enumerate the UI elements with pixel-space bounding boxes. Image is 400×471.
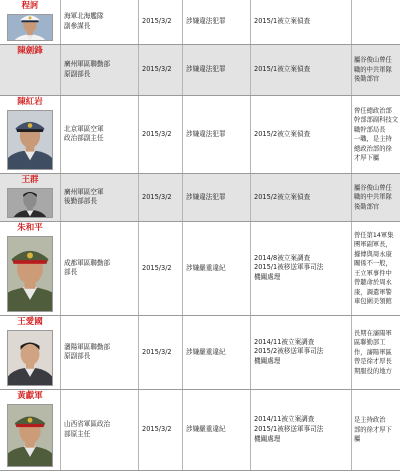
table-row <box>0 316 400 390</box>
note-cell <box>352 174 400 221</box>
official-photo <box>7 330 53 386</box>
date-cell <box>139 222 183 315</box>
charge-cell <box>183 45 251 95</box>
person-cell <box>0 96 61 173</box>
official-name: 程訶 <box>21 1 39 11</box>
charge-cell-text: 涉嫌違法犯罪 <box>186 17 226 26</box>
official-photo <box>7 404 53 467</box>
position-cell-text: 成都軍區聯勤部 部長 <box>64 258 111 277</box>
process-cell <box>251 96 352 173</box>
official-name: 朱和平 <box>17 223 43 233</box>
charge-cell <box>183 0 251 44</box>
process-cell-text: 2014/8被立案調查 2015/1被移送軍事司法 機關處理 <box>254 253 324 282</box>
date-cell-text: 2015/3/2 <box>142 192 172 201</box>
position-cell <box>61 390 139 470</box>
note-cell-text: 屬谷俊山曾任 職的中共軍隊 後勤部官 <box>354 184 392 211</box>
position-cell <box>61 174 139 221</box>
position-cell-text: 廣州軍區空軍 後勤部部長 <box>64 187 104 206</box>
charge-cell-text: 涉嫌違法犯罪 <box>186 192 226 201</box>
date-cell-text: 2015/3/2 <box>142 65 172 74</box>
note-cell <box>352 0 400 44</box>
note-cell-text: 屬谷俊山曾任 職的中共軍隊 後勤部官 <box>354 56 392 83</box>
charge-cell-text: 涉嫌違法犯罪 <box>186 65 226 74</box>
charge-cell <box>183 222 251 315</box>
note-cell <box>352 96 400 173</box>
process-cell-text: 2015/2被立案偵查 <box>254 192 311 201</box>
process-cell-text: 2015/1被立案偵查 <box>254 17 311 26</box>
note-cell <box>352 222 400 315</box>
position-cell-text: 廣州軍區聯勤部 原副部長 <box>64 60 111 78</box>
person-cell <box>0 0 61 44</box>
date-cell <box>139 390 183 470</box>
official-name: 陳紅岩 <box>17 97 43 107</box>
date-cell <box>139 316 183 389</box>
date-cell-text: 2015/3/2 <box>142 263 172 272</box>
date-cell <box>139 96 183 173</box>
note-cell-text: 曾任第14軍集 團軍副軍長， 據傳與周永康 關係不一般， 王立軍事件中 曾聽命於周永 康，調遣軍警 車包圍美領館 <box>354 231 394 306</box>
note-cell-text: 是主持政治 部的徐才厚下 屬 <box>354 416 392 443</box>
date-cell <box>139 0 183 44</box>
official-name: 王群 <box>21 175 39 185</box>
position-cell <box>61 96 139 173</box>
charge-cell <box>183 316 251 389</box>
note-cell-text: 曾任總政治部 幹部部副科技文 職幹部局長 一職，是主持 總政治部的徐 才厚下屬 <box>354 106 399 162</box>
person-cell <box>0 174 61 221</box>
note-cell-text: 長期在瀋陽軍 區聯勤部工 作，瀋陽軍區 曾是徐才厚長 期服役的地方 <box>354 329 392 375</box>
table-row <box>0 174 400 222</box>
position-cell <box>61 316 139 389</box>
process-cell <box>251 174 352 221</box>
person-cell <box>0 45 61 95</box>
position-cell-text: 山西省軍區政治 部原主任 <box>64 420 111 438</box>
official-photo <box>7 188 53 218</box>
charge-cell <box>183 96 251 173</box>
date-cell <box>139 174 183 221</box>
position-cell-text: 海軍北海艦隊 副參謀長 <box>64 12 104 30</box>
person-cell <box>0 316 61 389</box>
process-cell-text: 2014/11被立案調查 2015/1被移送軍事司法 機關處理 <box>254 415 324 443</box>
process-cell <box>251 45 352 95</box>
official-name: 王愛國 <box>17 317 43 327</box>
process-cell-text: 2015/1被立案偵查 <box>254 65 311 74</box>
person-cell <box>0 222 61 315</box>
position-cell <box>61 0 139 44</box>
date-cell <box>139 45 183 95</box>
date-cell-text: 2015/3/2 <box>142 17 172 26</box>
charge-cell-text: 涉嫌違法犯罪 <box>186 129 226 138</box>
date-cell-text: 2015/3/2 <box>142 425 172 434</box>
charge-cell <box>183 390 251 470</box>
note-cell <box>352 390 400 470</box>
person-cell <box>0 390 61 470</box>
date-cell-text: 2015/3/2 <box>142 129 172 138</box>
table-row <box>0 390 400 471</box>
charge-cell <box>183 174 251 221</box>
table-row <box>0 45 400 96</box>
process-cell-text: 2015/2被立案偵查 <box>254 129 311 138</box>
process-cell <box>251 222 352 315</box>
position-cell <box>61 45 139 95</box>
position-cell-text: 北京軍區空軍 政治部副主任 <box>64 124 104 143</box>
charge-cell-text: 涉嫌嚴重違紀 <box>186 347 226 356</box>
charge-cell-text: 涉嫌嚴重違紀 <box>186 263 226 272</box>
official-name: 陳劍鋒 <box>17 46 43 56</box>
position-cell-text: 瀋陽軍區聯勤部 原副部長 <box>64 342 111 361</box>
position-cell <box>61 222 139 315</box>
note-cell <box>352 45 400 95</box>
official-name: 黃獻軍 <box>17 391 43 401</box>
process-cell <box>251 0 352 44</box>
process-cell-text: 2014/11被立案調查 2015/2被移送軍事司法 機關處理 <box>254 337 324 366</box>
official-photo <box>7 110 53 170</box>
charge-cell-text: 涉嫌嚴重違紀 <box>186 425 226 434</box>
date-cell-text: 2015/3/2 <box>142 347 172 356</box>
table-row <box>0 96 400 174</box>
table-row <box>0 222 400 316</box>
note-cell <box>352 316 400 389</box>
process-cell <box>251 316 352 389</box>
official-photo <box>7 14 53 41</box>
official-photo <box>7 236 53 312</box>
process-cell <box>251 390 352 470</box>
table-row <box>0 0 400 45</box>
